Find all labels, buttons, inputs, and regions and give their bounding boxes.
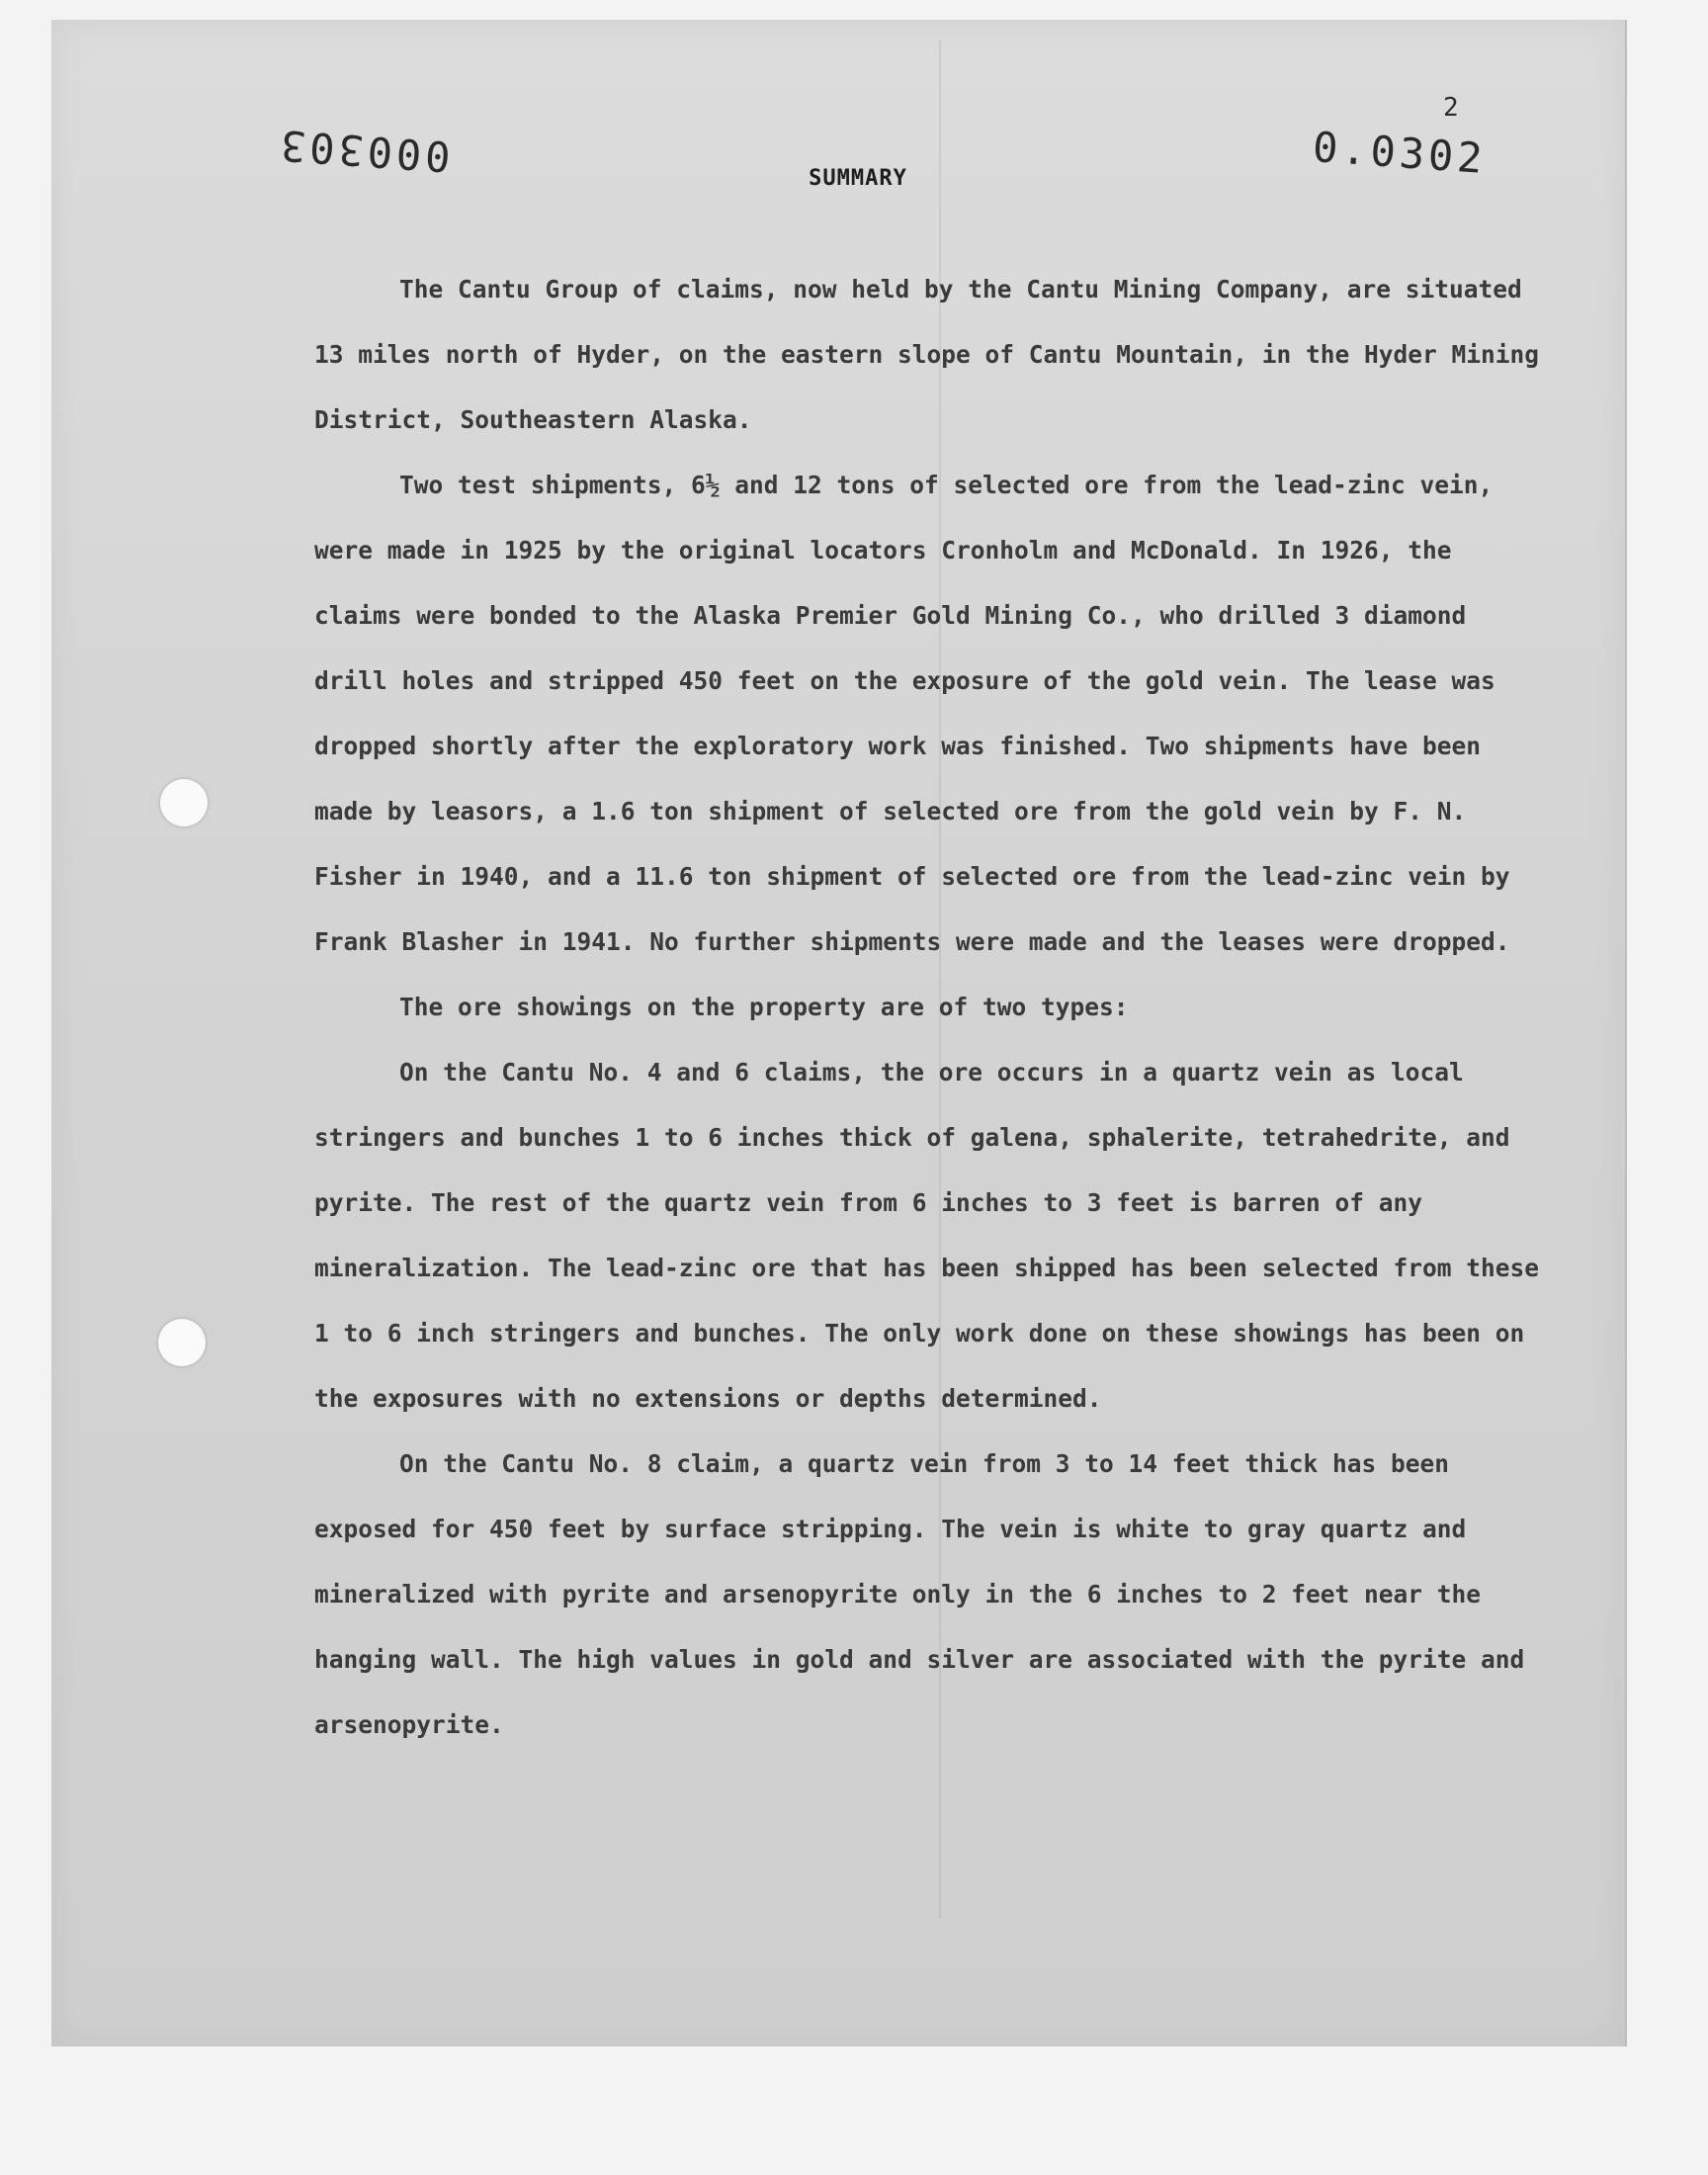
page-number-stamp-right: 0.0302 — [1311, 122, 1489, 184]
punch-hole-bottom — [158, 1319, 206, 1366]
document-page — [51, 20, 1627, 2046]
paragraph-location: The Cantu Group of claims, now held by the Cantu Mining Company, are situated 13 miles north of Hyder, on the eastern slope of Cantu Mountain, in the Hyder Mining District, Southeastern Alaska. — [314, 275, 1540, 434]
page-number-stamp-left: 000303 — [275, 120, 453, 182]
paragraph-ore-types-intro: The ore showings on the property are of two types: — [399, 993, 1129, 1021]
punch-hole-top — [160, 779, 208, 826]
page-number-superscript: 2 — [1443, 93, 1459, 123]
summary-body — [314, 257, 1550, 1758]
paragraph-history: Two test shipments, 6½ and 12 tons of selected ore from the lead-zinc vein, were made in 1925 by the original locators Cronholm and McDonald. In 1926, the claims were bonded to the Alaska Premier Gold Mining Co., who drilled 3 diamond drill holes and stripped 450 feet on the exposure of the gold vein. The lease was dropped shortly after the exploratory work was finished. Two shipments have been made by leasors, a 1.6 ton shipment of selected ore from the gold vein by F. N. Fisher in 1940, and a 11.6 ton shipment of selected ore from the lead-zinc vein by Frank Blasher in 1941. No further shipments were made and the leases were dropped. — [314, 471, 1510, 956]
paragraph-cantu-4-6: On the Cantu No. 4 and 6 claims, the ore occurs in a quartz vein as local stringers and bunches 1 to 6 inches thick of galena, sphalerite, tetrahedrite, and pyrite. The rest of the quartz vein from 6 inches to 3 feet is barren of any mineralization. The lead-zinc ore that has been shipped has been selected from these 1 to 6 inch stringers and bunches. The only work done on these showings has been on the exposures with no extensions or depths determined. — [314, 1058, 1540, 1413]
page-title: SUMMARY — [809, 166, 907, 191]
paragraph-cantu-8: On the Cantu No. 8 claim, a quartz vein from 3 to 14 feet thick has been exposed for 450 feet by surface stripping. The vein is white to gray quartz and mineralized with pyrite and arsenopyrite only in the 6 inches to 2 feet near the hanging wall. The high values in gold and silver are associated with the pyrite and arsenopyrite. — [314, 1449, 1525, 1739]
